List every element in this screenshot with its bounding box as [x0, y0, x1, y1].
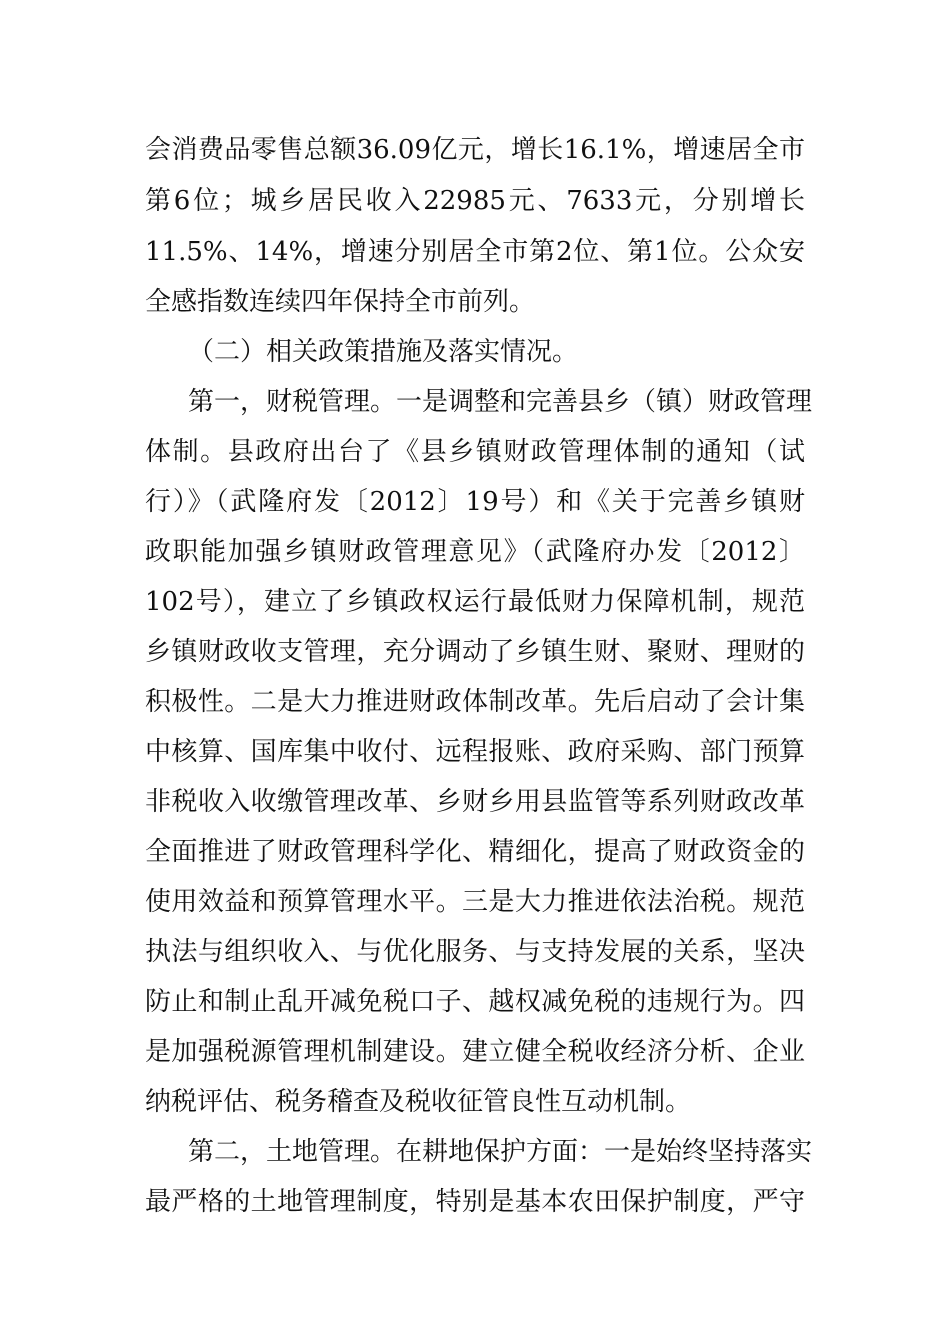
paragraph-line: 防止和制止乱开减免税口子、越权减免税的违规行为。四 — [145, 987, 805, 1017]
paragraph-line: 11.5%、14%，增速分别居全市第2位、第1位。公众安 — [145, 237, 805, 267]
paragraph-line: 政职能加强乡镇财政管理意见》（武隆府办发〔2012〕 — [145, 537, 805, 567]
paragraph-line: 全感指数连续四年保持全市前列。 — [145, 287, 536, 317]
paragraph-line: 最严格的土地管理制度，特别是基本农田保护制度，严守 — [145, 1187, 805, 1217]
paragraph-line: 中核算、国库集中收付、远程报账、政府采购、部门预算 — [145, 737, 805, 767]
paragraph-line: 积极性。二是大力推进财政体制改革。先后启动了会计集 — [145, 687, 805, 717]
section-heading: （二）相关政策措施及落实情况。 — [188, 337, 579, 367]
paragraph-line: 第6位；城乡居民收入22985元、7633元，分别增长 — [145, 186, 805, 216]
paragraph-line: 第一，财税管理。一是调整和完善县乡（镇）财政管理 — [188, 387, 813, 417]
paragraph-line: 纳税评估、税务稽查及税收征管良性互动机制。 — [145, 1087, 692, 1117]
paragraph-line: 使用效益和预算管理水平。三是大力推进依法治税。规范 — [145, 887, 805, 917]
paragraph-line: 执法与组织收入、与优化服务、与支持发展的关系，坚决 — [145, 937, 805, 967]
paragraph-line: 会消费品零售总额36.09亿元，增长16.1%，增速居全市 — [145, 135, 805, 165]
paragraph-line: 第二，土地管理。在耕地保护方面：一是始终坚持落实 — [188, 1137, 813, 1167]
paragraph-line: 体制。县政府出台了《县乡镇财政管理体制的通知（试 — [145, 437, 805, 467]
paragraph-line: 全面推进了财政管理科学化、精细化，提高了财政资金的 — [145, 837, 805, 867]
paragraph-line: 行）》（武隆府发〔2012〕19号）和《关于完善乡镇财 — [145, 487, 805, 517]
paragraph-line: 非税收入收缴管理改革、乡财乡用县监管等系列财政改革 — [145, 787, 805, 817]
paragraph-line: 102号），建立了乡镇政权运行最低财力保障机制，规范 — [145, 587, 805, 617]
paragraph-line: 是加强税源管理机制建设。建立健全税收经济分析、企业 — [145, 1037, 805, 1067]
paragraph-line: 乡镇财政收支管理，充分调动了乡镇生财、聚财、理财的 — [145, 637, 805, 667]
